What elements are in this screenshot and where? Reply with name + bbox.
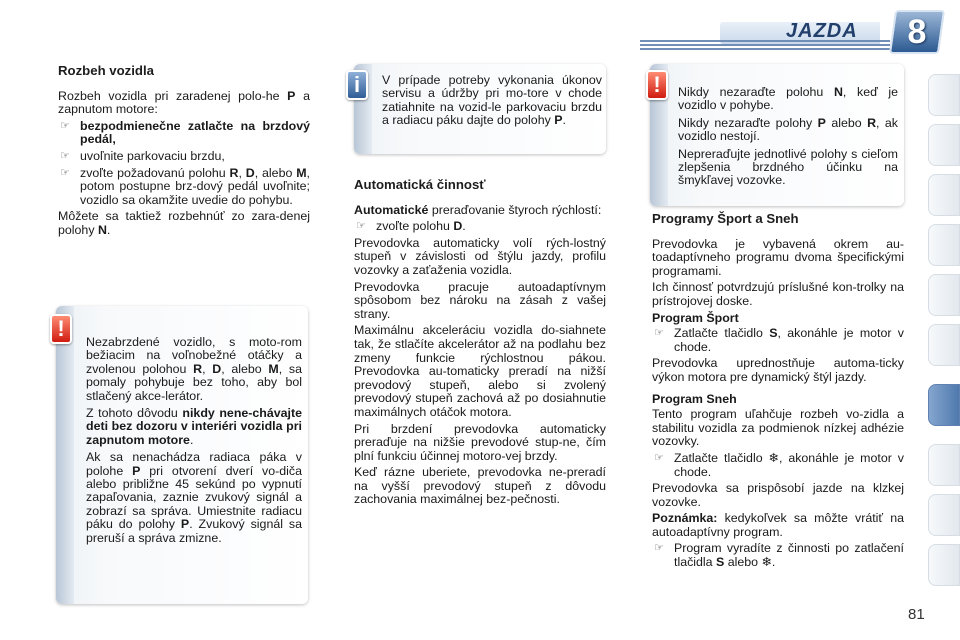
side-tab-active[interactable]	[928, 384, 960, 426]
text: ,	[238, 165, 246, 180]
bullet-hand-icon: ☞	[654, 542, 664, 555]
text: , akonáhle je motor v chode.	[674, 326, 904, 354]
gear-n: N	[97, 222, 107, 237]
auto-para-3: Prevodovka pracuje autoadaptívnym spôsobom bez nároku na zásah z vašej strany.	[354, 279, 606, 321]
side-tab-8[interactable]	[928, 444, 960, 486]
gear-p: P	[554, 113, 563, 128]
list-item	[58, 167, 310, 208]
text: alebo	[724, 555, 762, 570]
section-title: JAZDA	[786, 20, 858, 42]
chapter-number-badge	[889, 10, 945, 54]
box-edge	[56, 306, 74, 604]
gear-p: P	[287, 88, 296, 103]
snowflake-icon: ❄	[761, 555, 772, 570]
info-para	[382, 74, 602, 128]
text: Zatlačte tlačidlo	[674, 450, 769, 465]
gear-r: R	[867, 115, 877, 130]
snowflake-icon: ❄	[768, 450, 779, 465]
warning-para-1	[678, 86, 898, 113]
text: , keď je vozidlo v pohybe.	[678, 85, 898, 113]
text: .	[562, 113, 566, 128]
gear-d: D	[245, 165, 255, 180]
text: bezpodmienečne zatlačte na brzdový pedál,	[80, 118, 310, 147]
text: .	[106, 222, 111, 237]
warning-para-3: Nepreraďujte jednotlivé polohy s cieľom zlepšenia brzdného účinku na šmykľavej vozovke.	[678, 146, 898, 188]
warning-box-children	[56, 306, 308, 604]
auto-para-6: Keď rázne uberiete, prevodovka ne-preradí na vyšší prevodový stupeň z dôvodu zachovania maximálnej bez-pečnosti.	[354, 465, 606, 507]
text: alebo	[825, 115, 868, 130]
text: , ak vozidlo nestojí.	[678, 115, 898, 144]
bullet-hand-icon: ☞	[60, 166, 70, 179]
programs-para-1: Prevodovka je vybavená okrem au-toadaptívneho programu dvoma špecifickými programami.	[652, 236, 904, 278]
auto-para-5: Pri brzdení prevodovka automaticky preraďuje na nižšie prevodové stup-ne, čím plní funkciu účinnej motoro-vej brzdy.	[354, 421, 606, 463]
info-icon: i	[346, 70, 368, 100]
right-column	[652, 212, 904, 573]
side-tab-5[interactable]	[928, 274, 960, 316]
gear-d: D	[453, 219, 463, 234]
warning-para-2	[678, 117, 898, 144]
list-item	[652, 542, 904, 569]
programs-para-2: Ich činnosť potvrdzujú príslušné kon-trolky na prístrojovej doske.	[652, 280, 904, 308]
page-header	[0, 0, 960, 60]
warning-para-2	[86, 407, 302, 447]
chapter-number: 8	[907, 13, 927, 51]
warning-para-3	[86, 451, 302, 545]
gear-p: P	[132, 463, 141, 478]
bullet-hand-icon: ☞	[60, 149, 70, 162]
text: Zatlačte tlačidlo	[674, 326, 770, 341]
text: Program vyradíte z činnosti po zatlačení tlačidla	[674, 541, 904, 570]
text-bold: Automatické	[354, 202, 429, 217]
text: a zapnutom motore:	[58, 88, 311, 117]
text: Ak sa nenachádza radiaca páka v polohe	[86, 450, 302, 478]
text: , alebo	[221, 361, 269, 376]
gear-r: R	[229, 165, 239, 180]
text: , akonáhle je motor v chode.	[674, 450, 904, 479]
warning-para-1	[86, 336, 302, 403]
list-item	[652, 327, 904, 354]
note	[652, 512, 904, 539]
gear-p: P	[180, 517, 190, 532]
button-s: S	[716, 555, 725, 570]
side-tab-10[interactable]	[928, 544, 960, 586]
programs-para-3: Prevodovka uprednostňuje automa-ticky výkon motora pre dynamický štýl jazdy.	[652, 356, 904, 384]
text: Nikdy nezaraďte polohy	[678, 115, 818, 130]
programs-para-5: Prevodovka sa prispôsobí jazde na klzkej vozovke.	[652, 481, 904, 509]
programs-para-4: Tento program uľahčuje rozbeh vo-zidla a stabilitu vozidla za podmienok nízkej adhézie vozovky.	[652, 407, 904, 449]
bullet-hand-icon: ☞	[654, 451, 664, 464]
text: pri otvorení dverí vo-diča alebo približne 45 sekúnd po vypnutí zapaľovania, zaznie zvukový signál a zobrazí sa správa. Umiestnite radiacu páku do polohy	[86, 463, 302, 532]
text: Z tohoto dôvodu	[86, 406, 183, 421]
text: kedykoľvek sa môžte vrátiť na autoadaptívny program.	[652, 511, 904, 539]
text: Môžete sa taktiež rozbehnúť zo zara-denej polohy	[58, 209, 310, 237]
button-s: S	[769, 326, 778, 341]
section-heading-programs: Programy Šport a Sneh	[652, 211, 799, 226]
list-item	[652, 452, 904, 479]
bullet-hand-icon: ☞	[60, 119, 70, 132]
text: , potom postupne brz-dový pedál uvoľnite; vozidlo sa okamžite uvedie do pohybu.	[80, 165, 310, 207]
text: Nezabrzdené vozidlo, s moto-rom bežiacim na voľnobežné otáčky a zvolenou polohou	[86, 335, 302, 376]
subheading-sport: Program Šport	[652, 310, 739, 325]
section-heading-automatic: Automatická činnosť	[354, 177, 486, 192]
text: , sa pomaly pohybuje bez toho, aby bol stlačený akce-lerátor.	[86, 361, 302, 403]
text: ,	[202, 361, 213, 376]
text: .	[771, 555, 776, 570]
warning-icon: !	[646, 70, 668, 100]
info-box-text	[382, 74, 602, 132]
section-heading-start: Rozbeh vozidla	[58, 63, 154, 78]
bullet-hand-icon: ☞	[654, 327, 664, 340]
text: zvoľte polohu	[376, 219, 454, 234]
side-tab-3[interactable]	[928, 174, 960, 216]
text: Rozbeh vozidla pri zaradenej polo-he	[58, 88, 288, 103]
list-item	[354, 220, 606, 234]
gear-p: P	[817, 115, 826, 130]
gear-d: D	[212, 361, 222, 376]
auto-para-4: Maximálnu akceleráciu vozidla do-siahnete tak, že stlačíte akcelerátor až na podlahu bez zmeny funkcie rýchlostnou pákou. Prevodovka au-tomaticky preradí na nižší prevodový stupeň, alebo si zvolený prevodový stupeň zachová až po dosiahnutie maximálnych otáčok motora.	[354, 323, 606, 419]
bullet-hand-icon: ☞	[356, 220, 366, 233]
warning-icon: !	[50, 314, 72, 344]
text: V prípade potreby vykonania úkonov servisu a údržby pri mo-tore v chode zatiahnite na vozid-le parkovaciu brzdu a radiacu páku dajte do polohy	[382, 73, 602, 128]
text: .	[189, 432, 194, 447]
auto-para-2: Prevodovka automaticky volí rých-lostný stupeň v závislosti od štýlu jazdy, profilu vozovky a zaťaženia vozidla.	[354, 235, 606, 277]
warning-box-gears	[650, 64, 904, 206]
text: Nikdy nezaraďte polohu	[678, 85, 834, 99]
side-tab-2[interactable]	[928, 124, 960, 166]
subheading-snow: Program Sneh	[652, 391, 737, 406]
list-item	[58, 120, 310, 147]
text: zvoľte požadovanú polohu	[80, 165, 230, 180]
warning-box-text	[86, 336, 302, 549]
side-tab-6[interactable]	[928, 324, 960, 366]
warning-box-text	[678, 86, 898, 192]
side-tab-4[interactable]	[928, 224, 960, 266]
start-outro	[58, 210, 310, 237]
list-item	[58, 150, 310, 164]
gear-m: M	[296, 165, 307, 180]
note-label: Poznámka:	[652, 511, 718, 526]
auto-para-1	[354, 204, 606, 218]
text: .	[462, 219, 466, 234]
side-tab-1[interactable]	[928, 74, 960, 116]
side-tab-9[interactable]	[928, 494, 960, 536]
gear-n: N	[833, 85, 843, 99]
text: uvoľnite parkovaciu brzdu,	[80, 148, 225, 163]
gear-r: R	[193, 361, 203, 376]
gear-m: M	[268, 361, 279, 376]
page-number: 81	[908, 606, 925, 623]
text: . Zvukový signál sa preruší a správa zmizne.	[86, 517, 302, 545]
middle-column	[354, 178, 606, 510]
text-bold: nikdy nene-chávajte deti bez dozoru v interiéri vozidla pri zapnutom motore	[86, 406, 303, 447]
text: , alebo	[254, 165, 297, 180]
text: preraďovanie štyroch rýchlostí:	[428, 202, 602, 217]
info-box-service	[354, 64, 606, 154]
start-intro	[58, 90, 310, 117]
left-column	[58, 64, 310, 241]
